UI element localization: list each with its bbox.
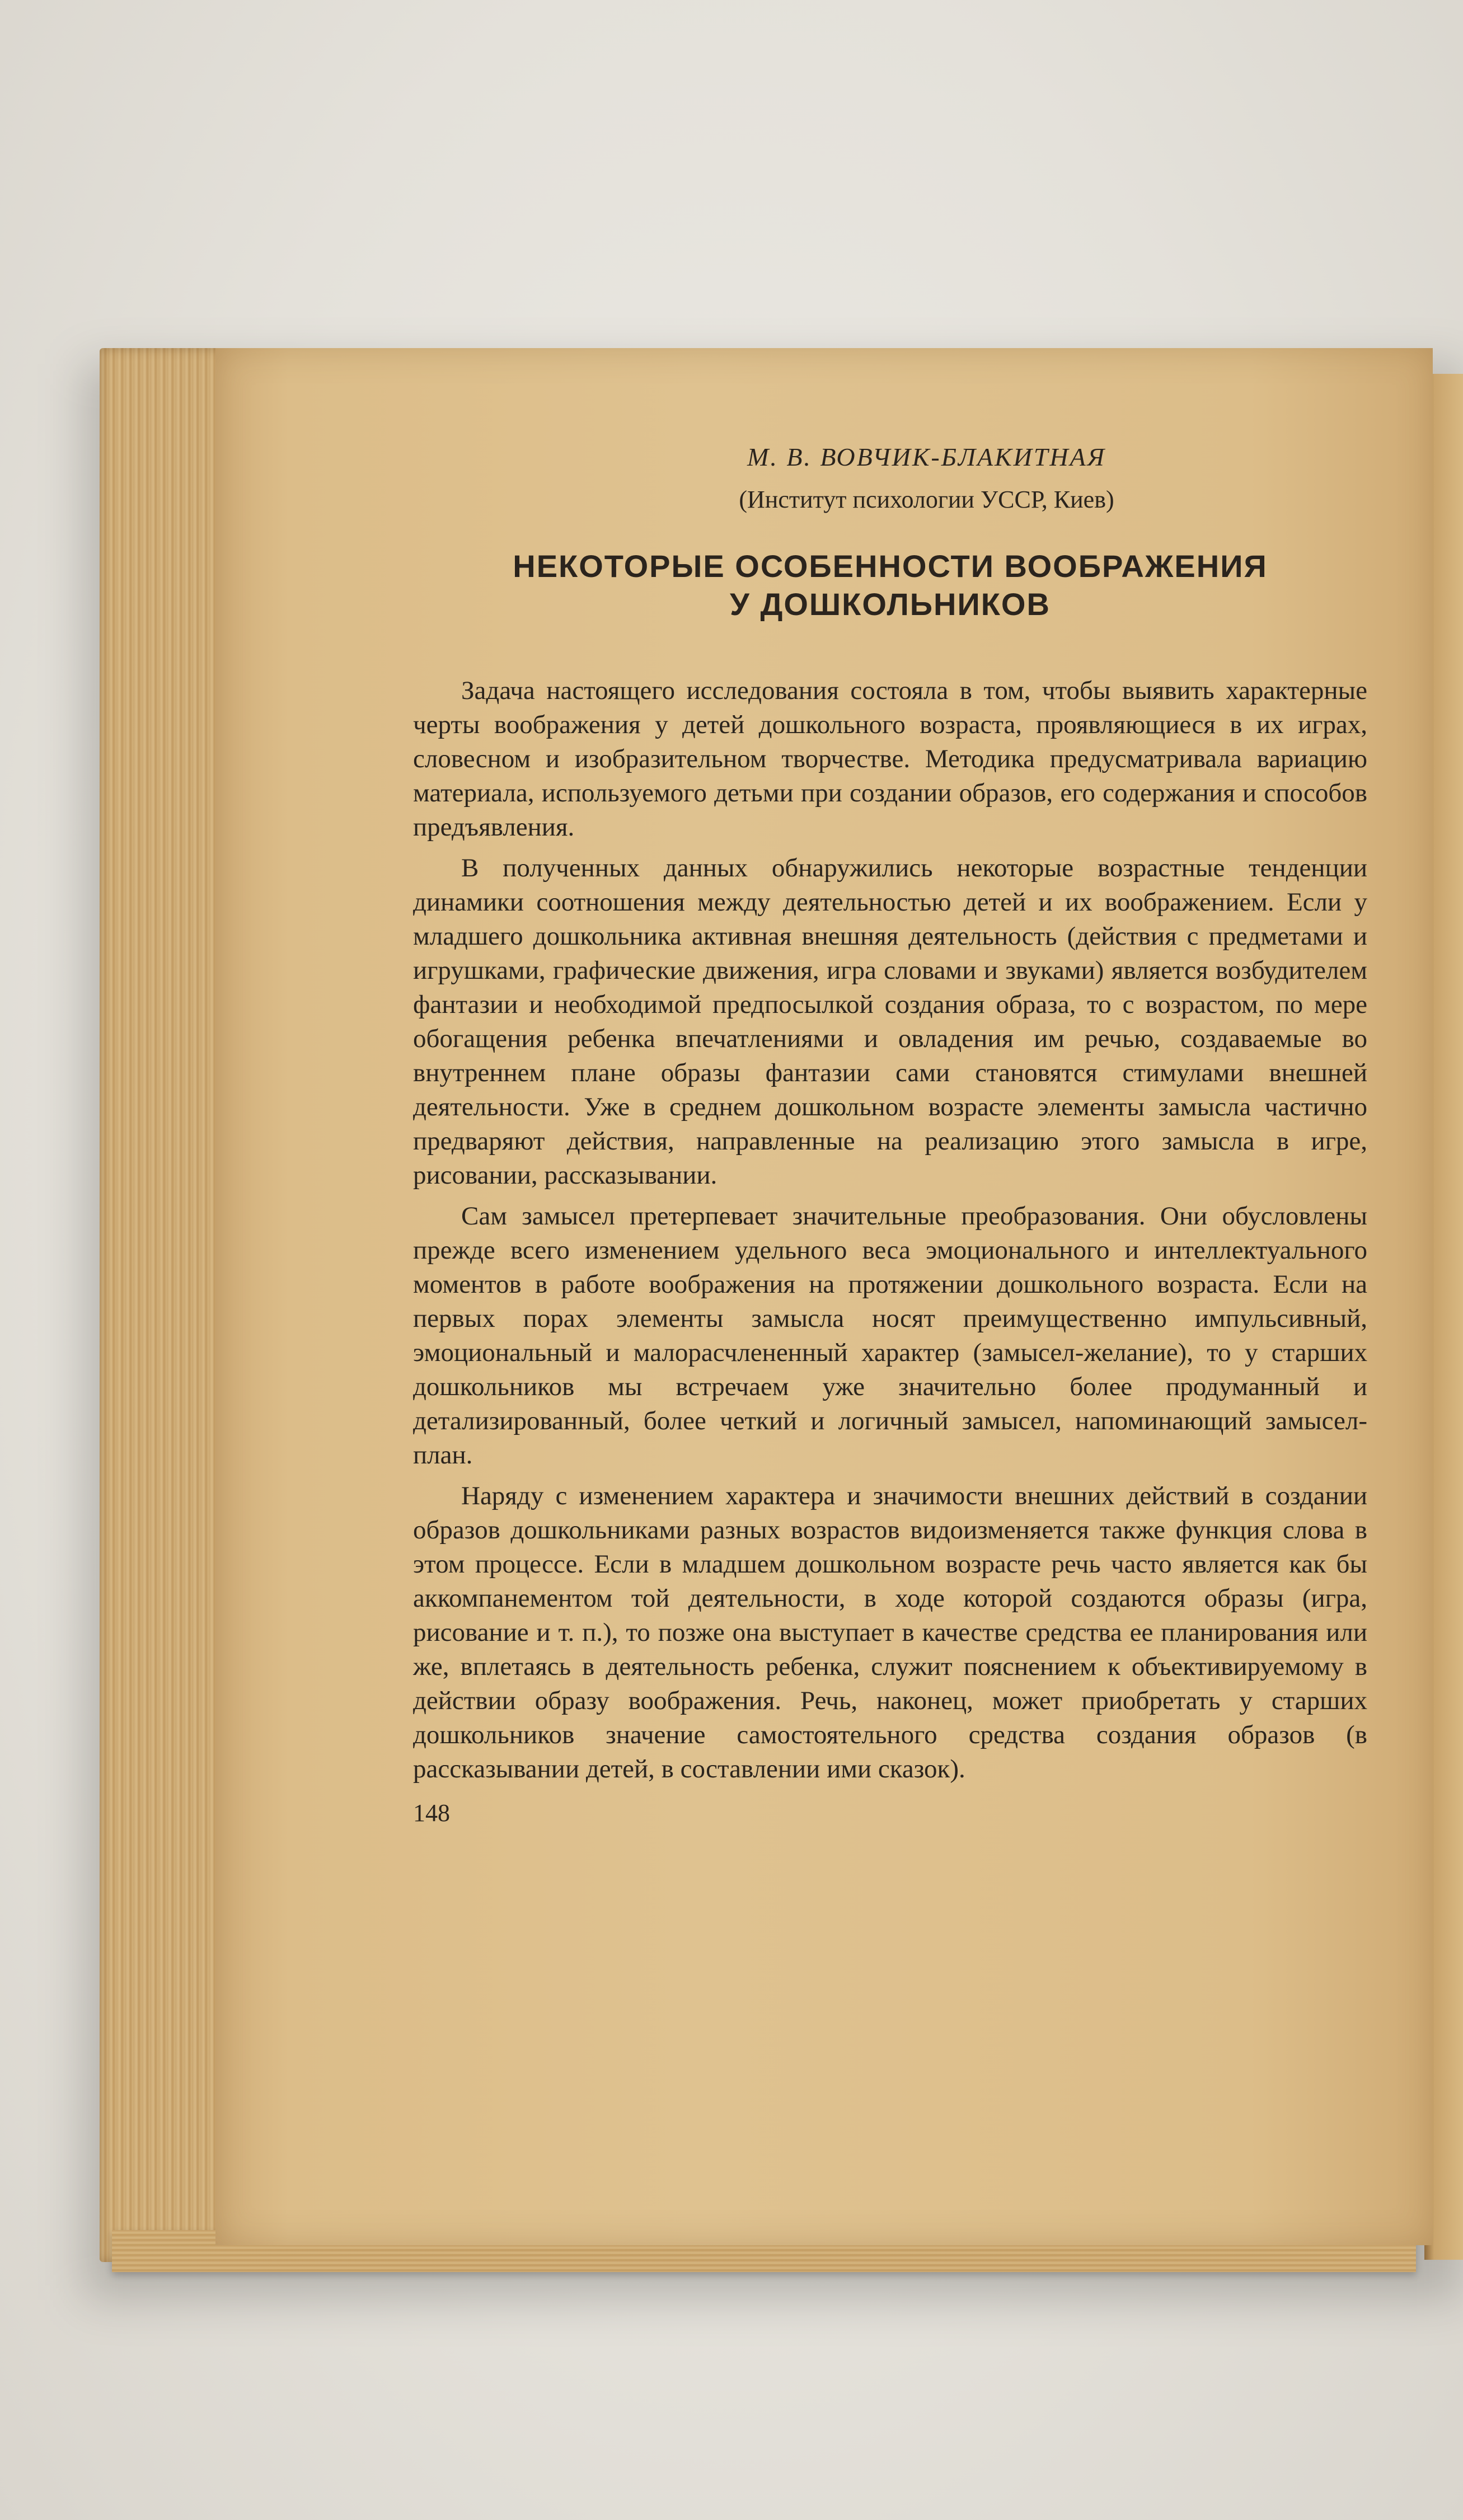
article-title-line-2: У ДОШКОЛЬНИКОВ: [730, 586, 1051, 622]
body-paragraph-2: В полученных данных обнаружились некоторые возрастные тенденции динамики соотношения между деятельностью детей и их воображением. Если у младшего дошкольника активная внешняя деятельность (действия с предметами и игрушками, графические движения, игра словами и звуками) является возбудителем фантазии и необходимой предпосылкой создания образа, то с возрастом, по мере обогащения ребенка впечатлениями и овладения им речью, создаваемые во внутреннем плане образы фантазии сами становятся стимулами внешней деятельности. Уже в среднем дошкольном возрасте элементы замысла частично предваряют действия, направленные на реализацию этого замысла в игре, рисовании, рассказывании.: [413, 853, 1367, 1190]
article-title-line-1: НЕКОТОРЫЕ ОСОБЕННОСТИ ВООБРАЖЕНИЯ: [513, 548, 1268, 584]
article-title: [413, 547, 1367, 623]
page-number: 148: [413, 1799, 450, 1827]
body-paragraph-1: Задача настоящего исследования состояла в том, чтобы выявить характерные черты воображения у детей дошкольного возраста, проявляющиеся в их играх, словесном и изобразительном творчестве. Методика предусматривала вариацию материала, используемого детьми при создании образов, его содержания и способов предъявления.: [413, 676, 1367, 842]
article-author: М. В. ВОВЧИК-БЛАКИТНАЯ: [747, 443, 1106, 471]
article-text-block: [413, 442, 1367, 1827]
body-paragraph-4: Наряду с изменением характера и значимости внешних действий в создании образов дошкольниками разных возрастов видоизменяется также функция слова в этом процессе. Если в младшем дошкольном возрасте речь часто является как бы аккомпанементом той деятельности, в ходе которой создаются образы (игра, рисование и т. п.), то позже она выступает в качестве средства ее планирования или же, вплетаясь в деятельность ребенка, служит пояснением к объективируемому в действии образу воображения. Речь, наконец, может приобретать у старших дошкольников значение самостоятельного средства создания образов (в рассказывании детей, в составлении ими сказок).: [413, 1481, 1367, 1784]
article-affiliation: (Институт психологии УССР, Киев): [739, 486, 1114, 513]
body-paragraph-3: Сам замысел претерпевает значительные преобразования. Они обусловлены прежде всего изменением удельного веса эмоционального и интеллектуального моментов в работе воображения на протяжении дошкольного возраста. Если на первых порах элементы замысла носят преимущественно импульсивный, эмоциональный и малорасчлененный характер (замысел-желание), то у старших дошкольников мы встречаем уже значительно более продуманный и детализированный, более четкий и логичный замысел, напоминающий замысел-план.: [413, 1202, 1367, 1470]
